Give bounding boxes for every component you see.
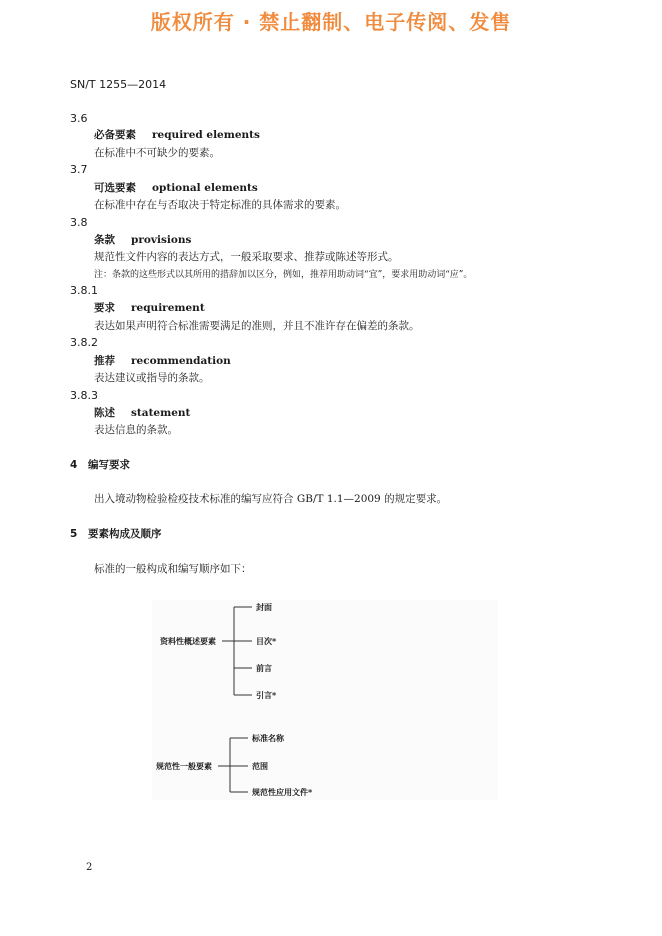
section-title: 要素构成及顺序 xyxy=(88,528,162,540)
group-item: 目次* xyxy=(256,636,277,646)
standard-code: SN/T 1255—2014 xyxy=(70,78,167,91)
term-en: statement xyxy=(131,407,191,419)
group-label: 规范性一般要素 xyxy=(156,761,212,771)
term-en: requirement xyxy=(131,302,205,314)
section-title: 编写要求 xyxy=(88,459,130,471)
group-label: 资料性概述要素 xyxy=(160,636,216,646)
group-item: 标准名称 xyxy=(252,733,284,743)
section-heading xyxy=(70,526,162,541)
group-item: 封面 xyxy=(256,602,272,612)
group-item: 引言* xyxy=(256,690,277,700)
section-paragraph: 标准的一般构成和编写顺序如下： xyxy=(94,563,252,575)
term-heading xyxy=(94,232,191,247)
term-number: 3.8 xyxy=(70,216,88,229)
group-item: 范围 xyxy=(252,761,268,771)
term-definition: 在标准中不可缺少的要素。 xyxy=(94,147,220,159)
term-zh: 必备要素 xyxy=(94,129,136,141)
term-number: 3.6 xyxy=(70,112,88,125)
group-item: 前言 xyxy=(256,663,272,673)
section-heading xyxy=(70,457,130,472)
term-definition: 表达如果声明符合标准需要满足的准则，并且不准许存在偏差的条款。 xyxy=(94,320,420,332)
term-heading xyxy=(94,127,260,142)
term-heading xyxy=(94,180,258,195)
term-definition: 在标准中存在与否取决于特定标准的具体需求的要素。 xyxy=(94,199,346,211)
watermark-banner: 版权所有 · 禁止翻制、电子传阅、发售 xyxy=(150,10,512,34)
page-number: 2 xyxy=(86,862,93,873)
term-definition: 表达建议或指导的条款。 xyxy=(94,372,210,384)
term-zh: 可选要素 xyxy=(94,182,136,194)
term-en: recommendation xyxy=(131,355,231,367)
section-number: 4 xyxy=(70,459,78,471)
section-number: 5 xyxy=(70,528,78,540)
term-heading xyxy=(94,300,205,315)
term-zh: 推荐 xyxy=(94,355,115,367)
group-item: 规范性应用文件* xyxy=(252,787,313,797)
term-en: required elements xyxy=(152,129,260,141)
section-paragraph: 出入境动物检验检疫技术标准的编写应符合 GB/T 1.1—2009 的规定要求。 xyxy=(94,493,448,505)
term-number: 3.8.2 xyxy=(70,336,98,349)
term-en: provisions xyxy=(131,234,192,246)
term-zh: 要求 xyxy=(94,302,115,314)
term-en: optional elements xyxy=(152,182,258,194)
term-zh: 条款 xyxy=(94,234,115,246)
term-number: 3.8.1 xyxy=(70,284,98,297)
term-note: 注：条款的这些形式以其所用的措辞加以区分，例如，推荐用助动词“宜”，要求用助动词“应”。 xyxy=(94,270,473,280)
term-definition: 表达信息的条款。 xyxy=(94,424,178,436)
term-heading xyxy=(94,353,231,368)
term-number: 3.7 xyxy=(70,163,88,176)
term-number: 3.8.3 xyxy=(70,389,98,402)
term-heading xyxy=(94,405,190,420)
term-definition: 规范性文件内容的表达方式，一般采取要求、推荐或陈述等形式。 xyxy=(94,251,399,263)
term-zh: 陈述 xyxy=(94,407,115,419)
element-structure-diagram xyxy=(152,600,498,800)
